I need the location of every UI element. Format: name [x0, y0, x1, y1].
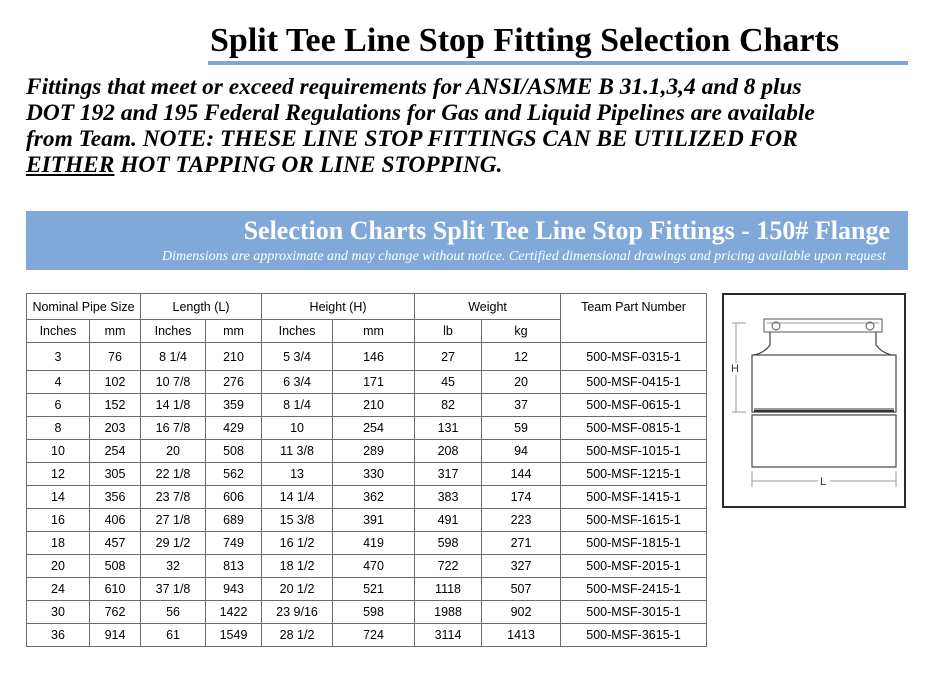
- table-row: [27, 486, 707, 509]
- cell-height-inches: 11 3/8: [262, 440, 333, 463]
- table-row: [27, 343, 707, 371]
- cell-part-number: 500-MSF-2015-1: [561, 555, 707, 578]
- cell-weight-lb: 82: [415, 394, 482, 417]
- subheader-height-inches: Inches: [262, 320, 333, 343]
- cell-size-mm: 610: [90, 578, 141, 601]
- header-team-part-number: Team Part Number: [561, 294, 707, 343]
- cell-part-number: 500-MSF-1615-1: [561, 509, 707, 532]
- header-height: Height (H): [262, 294, 415, 320]
- cell-height-mm: 391: [333, 509, 415, 532]
- cell-size-mm: 203: [90, 417, 141, 440]
- cell-weight-lb: 1118: [415, 578, 482, 601]
- cell-weight-lb: 722: [415, 555, 482, 578]
- cell-weight-lb: 45: [415, 371, 482, 394]
- cell-length-inches: 16 7/8: [141, 417, 206, 440]
- cell-weight-lb: 491: [415, 509, 482, 532]
- cell-weight-kg: 20: [482, 371, 561, 394]
- header-weight: Weight: [415, 294, 561, 320]
- cell-size-inches: 8: [27, 417, 90, 440]
- cell-height-inches: 18 1/2: [262, 555, 333, 578]
- table-row: [27, 601, 707, 624]
- cell-height-mm: 210: [333, 394, 415, 417]
- cell-part-number: 500-MSF-0415-1: [561, 371, 707, 394]
- cell-part-number: 500-MSF-1015-1: [561, 440, 707, 463]
- cell-height-inches: 13: [262, 463, 333, 486]
- cell-height-mm: 521: [333, 578, 415, 601]
- intro-paragraph: [26, 74, 906, 178]
- cell-length-mm: 276: [206, 371, 262, 394]
- cell-size-mm: 102: [90, 371, 141, 394]
- table-row: [27, 440, 707, 463]
- cell-size-mm: 406: [90, 509, 141, 532]
- cell-weight-lb: 317: [415, 463, 482, 486]
- selection-table: [26, 293, 707, 647]
- cell-height-inches: 16 1/2: [262, 532, 333, 555]
- cell-size-inches: 4: [27, 371, 90, 394]
- cell-height-inches: 28 1/2: [262, 624, 333, 647]
- cell-part-number: 500-MSF-2415-1: [561, 578, 707, 601]
- cell-part-number: 500-MSF-1815-1: [561, 532, 707, 555]
- cell-weight-lb: 27: [415, 343, 482, 371]
- table-row: [27, 371, 707, 394]
- table-row: [27, 394, 707, 417]
- cell-size-mm: 254: [90, 440, 141, 463]
- cell-weight-kg: 12: [482, 343, 561, 371]
- cell-height-mm: 362: [333, 486, 415, 509]
- intro-line-4: [26, 152, 906, 178]
- table-row: [27, 624, 707, 647]
- cell-size-mm: 508: [90, 555, 141, 578]
- cell-height-mm: 598: [333, 601, 415, 624]
- cell-size-inches: 3: [27, 343, 90, 371]
- cell-size-inches: 6: [27, 394, 90, 417]
- cell-size-mm: 762: [90, 601, 141, 624]
- cell-height-mm: 289: [333, 440, 415, 463]
- cell-weight-lb: 208: [415, 440, 482, 463]
- cell-part-number: 500-MSF-0815-1: [561, 417, 707, 440]
- intro-emphasis: EITHER: [26, 152, 115, 178]
- cell-size-inches: 36: [27, 624, 90, 647]
- subheader-length-inches: Inches: [141, 320, 206, 343]
- cell-height-inches: 8 1/4: [262, 394, 333, 417]
- table-body: [27, 343, 707, 647]
- cell-height-inches: 20 1/2: [262, 578, 333, 601]
- subheader-size-mm: mm: [90, 320, 141, 343]
- cell-height-mm: 146: [333, 343, 415, 371]
- subheader-length-mm: mm: [206, 320, 262, 343]
- subheader-height-mm: mm: [333, 320, 415, 343]
- cell-weight-lb: 3114: [415, 624, 482, 647]
- intro-line-3: from Team. NOTE: THESE LINE STOP FITTINGS CAN BE UTILIZED FOR: [26, 126, 798, 152]
- cell-height-mm: 330: [333, 463, 415, 486]
- intro-line-1: Fittings that meet or exceed requirements for ANSI/ASME B 31.1,3,4 and 8 plus: [26, 74, 802, 100]
- intro-line-4-rest: HOT TAPPING OR LINE STOPPING.: [114, 152, 503, 178]
- table-row: [27, 532, 707, 555]
- cell-part-number: 500-MSF-3615-1: [561, 624, 707, 647]
- cell-weight-kg: 174: [482, 486, 561, 509]
- cell-size-mm: 305: [90, 463, 141, 486]
- cell-length-inches: 27 1/8: [141, 509, 206, 532]
- cell-size-inches: 20: [27, 555, 90, 578]
- cell-length-mm: 689: [206, 509, 262, 532]
- cell-length-mm: 562: [206, 463, 262, 486]
- cell-size-mm: 356: [90, 486, 141, 509]
- table-row: [27, 555, 707, 578]
- cell-length-mm: 359: [206, 394, 262, 417]
- cell-weight-lb: 383: [415, 486, 482, 509]
- cell-height-mm: 254: [333, 417, 415, 440]
- cell-height-mm: 724: [333, 624, 415, 647]
- height-label: H: [731, 363, 739, 375]
- cell-height-mm: 171: [333, 371, 415, 394]
- cell-weight-kg: 94: [482, 440, 561, 463]
- cell-length-inches: 14 1/8: [141, 394, 206, 417]
- cell-height-inches: 10: [262, 417, 333, 440]
- table-row: [27, 578, 707, 601]
- cell-weight-lb: 1988: [415, 601, 482, 624]
- cell-weight-kg: 223: [482, 509, 561, 532]
- cell-size-mm: 152: [90, 394, 141, 417]
- table-row: [27, 509, 707, 532]
- cell-size-inches: 12: [27, 463, 90, 486]
- cell-weight-kg: 327: [482, 555, 561, 578]
- table-group-header-row: [27, 294, 707, 320]
- subheader-weight-lb: lb: [415, 320, 482, 343]
- cell-height-inches: 23 9/16: [262, 601, 333, 624]
- cell-weight-kg: 59: [482, 417, 561, 440]
- table-row: [27, 463, 707, 486]
- cell-length-inches: 8 1/4: [141, 343, 206, 371]
- cell-length-inches: 37 1/8: [141, 578, 206, 601]
- banner-subtitle: Dimensions are approximate and may change without notice. Certified dimensional drawings and pricing available upon request: [161, 249, 886, 264]
- cell-length-inches: 22 1/8: [141, 463, 206, 486]
- cell-size-mm: 457: [90, 532, 141, 555]
- cell-length-inches: 56: [141, 601, 206, 624]
- cell-length-mm: 606: [206, 486, 262, 509]
- intro-line-2: DOT 192 and 195 Federal Regulations for Gas and Liquid Pipelines are available: [26, 100, 815, 126]
- fitting-dimension-diagram: [722, 293, 906, 508]
- header-length: Length (L): [141, 294, 262, 320]
- cell-length-inches: 20: [141, 440, 206, 463]
- cell-weight-kg: 37: [482, 394, 561, 417]
- cell-size-inches: 30: [27, 601, 90, 624]
- cell-part-number: 500-MSF-0315-1: [561, 343, 707, 371]
- length-label: L: [820, 476, 827, 488]
- cell-weight-kg: 1413: [482, 624, 561, 647]
- cell-length-mm: 210: [206, 343, 262, 371]
- cell-weight-kg: 507: [482, 578, 561, 601]
- header-nominal-pipe-size: Nominal Pipe Size: [27, 294, 141, 320]
- cell-weight-kg: 902: [482, 601, 561, 624]
- cell-length-mm: 749: [206, 532, 262, 555]
- selection-chart-banner: [26, 211, 908, 270]
- cell-length-mm: 1422: [206, 601, 262, 624]
- cell-part-number: 500-MSF-1215-1: [561, 463, 707, 486]
- cell-height-inches: 5 3/4: [262, 343, 333, 371]
- cell-size-inches: 14: [27, 486, 90, 509]
- cell-part-number: 500-MSF-0615-1: [561, 394, 707, 417]
- cell-size-inches: 16: [27, 509, 90, 532]
- cell-length-inches: 61: [141, 624, 206, 647]
- cell-height-inches: 15 3/8: [262, 509, 333, 532]
- cell-height-mm: 470: [333, 555, 415, 578]
- cell-height-inches: 14 1/4: [262, 486, 333, 509]
- cell-length-mm: 813: [206, 555, 262, 578]
- subheader-size-inches: Inches: [27, 320, 90, 343]
- cell-length-inches: 23 7/8: [141, 486, 206, 509]
- cell-size-mm: 76: [90, 343, 141, 371]
- cell-length-inches: 29 1/2: [141, 532, 206, 555]
- cell-length-mm: 943: [206, 578, 262, 601]
- cell-part-number: 500-MSF-1415-1: [561, 486, 707, 509]
- split-tee-drawing: [724, 295, 904, 506]
- cell-size-inches: 24: [27, 578, 90, 601]
- cell-weight-kg: 271: [482, 532, 561, 555]
- cell-size-inches: 18: [27, 532, 90, 555]
- cell-height-mm: 419: [333, 532, 415, 555]
- cell-length-mm: 429: [206, 417, 262, 440]
- banner-title: Selection Charts Split Tee Line Stop Fittings - 150# Flange: [243, 216, 890, 245]
- cell-height-inches: 6 3/4: [262, 371, 333, 394]
- cell-weight-lb: 131: [415, 417, 482, 440]
- title-underline: [208, 61, 908, 65]
- cell-part-number: 500-MSF-3015-1: [561, 601, 707, 624]
- cell-weight-kg: 144: [482, 463, 561, 486]
- page-title: Split Tee Line Stop Fitting Selection Charts: [210, 22, 840, 59]
- cell-length-mm: 508: [206, 440, 262, 463]
- cell-size-mm: 914: [90, 624, 141, 647]
- subheader-weight-kg: kg: [482, 320, 561, 343]
- cell-length-mm: 1549: [206, 624, 262, 647]
- table-row: [27, 417, 707, 440]
- cell-length-inches: 32: [141, 555, 206, 578]
- cell-weight-lb: 598: [415, 532, 482, 555]
- cell-size-inches: 10: [27, 440, 90, 463]
- cell-length-inches: 10 7/8: [141, 371, 206, 394]
